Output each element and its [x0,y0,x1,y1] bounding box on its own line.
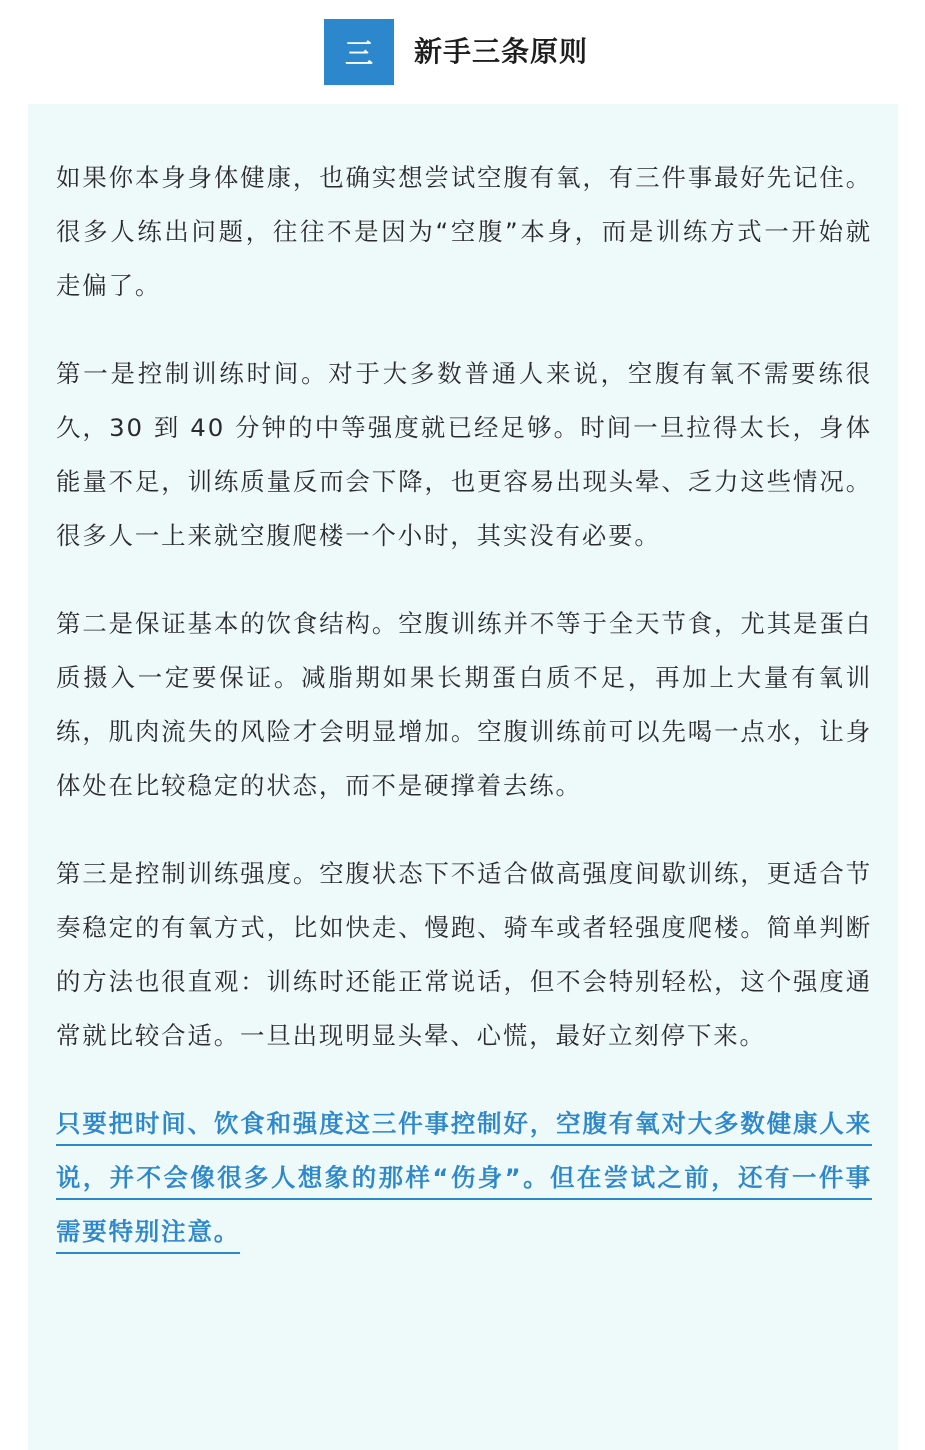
paragraph-principle-2: 第二是保证基本的饮食结构。空腹训练并不等于全天节食，尤其是蛋白质摄入一定要保证。减脂期如果长期蛋白质不足，再加上大量有氧训练，肌肉流失的风险才会明显增加。空腹训练前可以先喝一点水，让身体处在比较稳定的状态，而不是硬撑着去练。 [56,609,872,800]
paragraph-principle-1: 第一是控制训练时间。对于大多数普通人来说，空腹有氧不需要练很久，30 到 40 分钟的中等强度就已经足够。时间一旦拉得太长，身体能量不足，训练质量反而会下降，也更容易出现头晕、乏力这些情况。很多人一上来就空腹爬楼一个小时，其实没有必要。 [56,359,872,550]
section-number-badge: 三 [324,19,394,85]
article-body [56,151,872,1293]
highlight-summary-text: 只要把时间、饮食和强度这三件事控制好，空腹有氧对大多数健康人来说，并不会像很多人想象的那样“伤身”。但在尝试之前，还有一件事需要特别注意。 [56,1109,872,1246]
section-header [0,0,925,104]
content-card [28,104,898,1450]
paragraph-principle-3: 第三是控制训练强度。空腹状态下不适合做高强度间歇训练，更适合节奏稳定的有氧方式，比如快走、慢跑、骑车或者轻强度爬楼。简单判断的方法也很直观：训练时还能正常说话，但不会特别轻松，这个强度通常就比较合适。一旦出现明显头晕、心慌，最好立刻停下来。 [56,859,872,1050]
highlight-summary [56,1097,872,1259]
paragraph-intro: 如果你本身身体健康，也确实想尝试空腹有氧，有三件事最好先记住。很多人练出问题，往往不是因为“空腹”本身，而是训练方式一开始就走偏了。 [56,163,872,300]
section-title: 新手三条原则 [414,35,589,68]
